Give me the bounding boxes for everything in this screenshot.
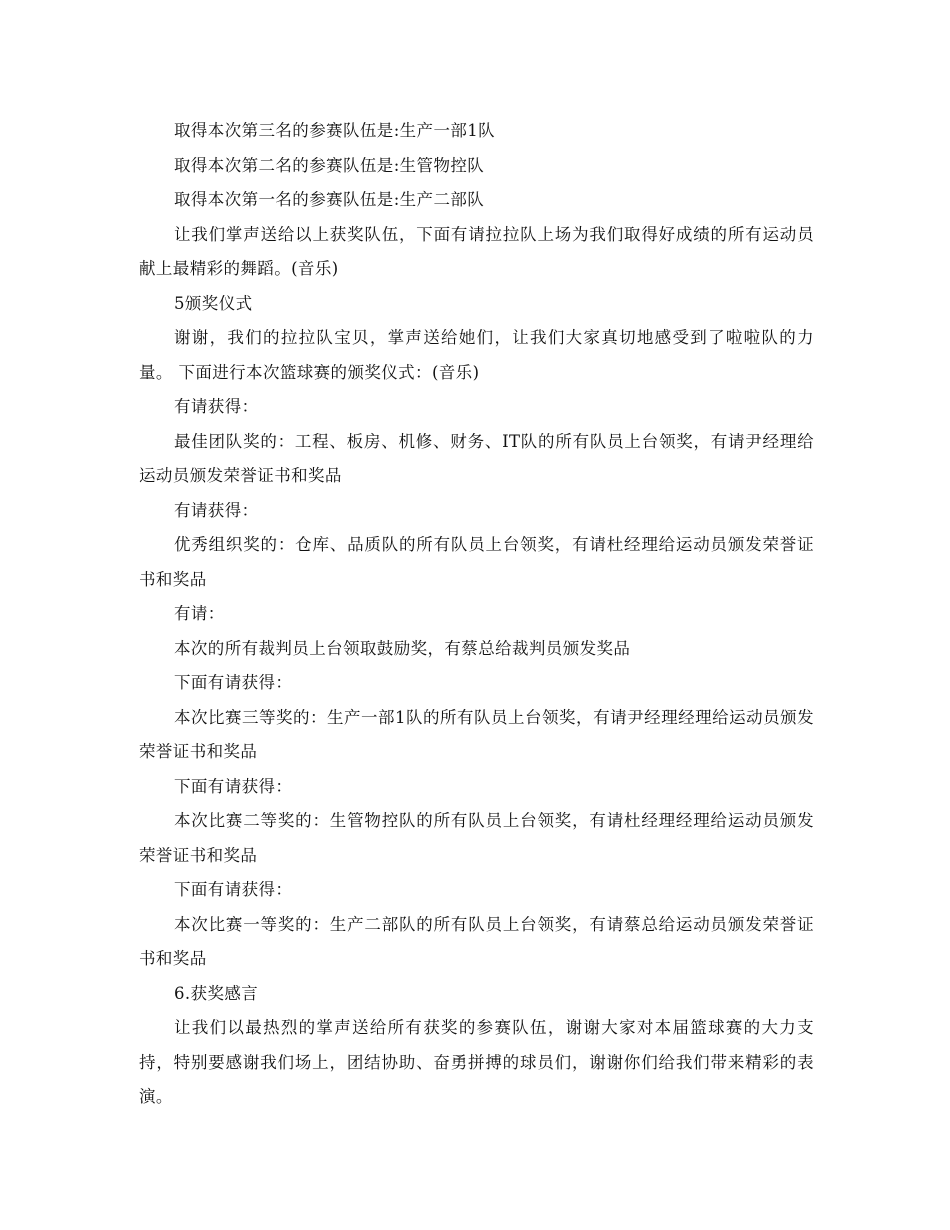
paragraph-cheerleader-intro: 让我们掌声送给以上获奖队伍，下面有请拉拉队上场为我们取得好成绩的所有运动员献上最精彩的舞蹈。(音乐) (139, 224, 814, 278)
paragraph-closing-thanks: 让我们以最热烈的掌声送给所有获奖的参赛队伍，谢谢大家对本届篮球赛的大力支持，特别要感谢我们场上，团结协助、奋勇拼搏的球员们，谢谢你们给我们带来精彩的表演。 (139, 1018, 814, 1106)
paragraph-second-prize: 本次比赛二等奖的：生管物控队的所有队员上台领奖，有请杜经理经理给运动员颁发荣誉证书和奖品 (139, 811, 814, 865)
paragraph-invite: 有请获得： (174, 500, 259, 520)
paragraph-third-prize: 本次比赛三等奖的：生产一部1队的所有队员上台领奖，有请尹经理经理给运动员颁发荣誉证书和奖品 (139, 707, 814, 761)
section-heading-award-ceremony: 5颁奖仪式 (174, 293, 253, 313)
paragraph-invite: 下面有请获得： (174, 673, 293, 692)
paragraph-first-place: 取得本次第一名的参赛队伍是:生产二部队 (174, 190, 485, 209)
paragraph-invite: 有请获得： (174, 397, 259, 416)
document-body (139, 114, 814, 1115)
paragraph-third-place: 取得本次第三名的参赛队伍是:生产一部1队 (174, 121, 496, 140)
paragraph-referee-award: 本次的所有裁判员上台领取鼓励奖，有蔡总给裁判员颁发奖品 (174, 638, 631, 658)
paragraph-invite: 有请： (174, 604, 225, 623)
paragraph-organization-award: 优秀组织奖的：仓库、品质队的所有队员上台领奖，有请杜经理给运动员颁发荣誉证书和奖品 (139, 535, 814, 589)
paragraph-second-place: 取得本次第二名的参赛队伍是:生管物控队 (174, 155, 485, 175)
paragraph-best-team-award: 最佳团队奖的：工程、板房、机修、财务、IT队的所有队员上台领奖，有请尹经理给运动员颁发荣誉证书和奖品 (139, 431, 814, 485)
paragraph-first-prize: 本次比赛一等奖的：生产二部队的所有队员上台领奖，有请蔡总给运动员颁发荣誉证书和奖品 (139, 914, 814, 968)
paragraph-invite: 下面有请获得： (174, 776, 293, 796)
paragraph-ceremony-intro: 谢谢，我们的拉拉队宝贝，掌声送给她们，让我们大家真切地感受到了啦啦队的力量。 下面进行本次篮球赛的颁奖仪式：(音乐) (139, 328, 814, 382)
section-heading-acceptance-speech: 6.获奖感言 (174, 983, 259, 1003)
paragraph-invite: 下面有请获得： (174, 880, 293, 899)
